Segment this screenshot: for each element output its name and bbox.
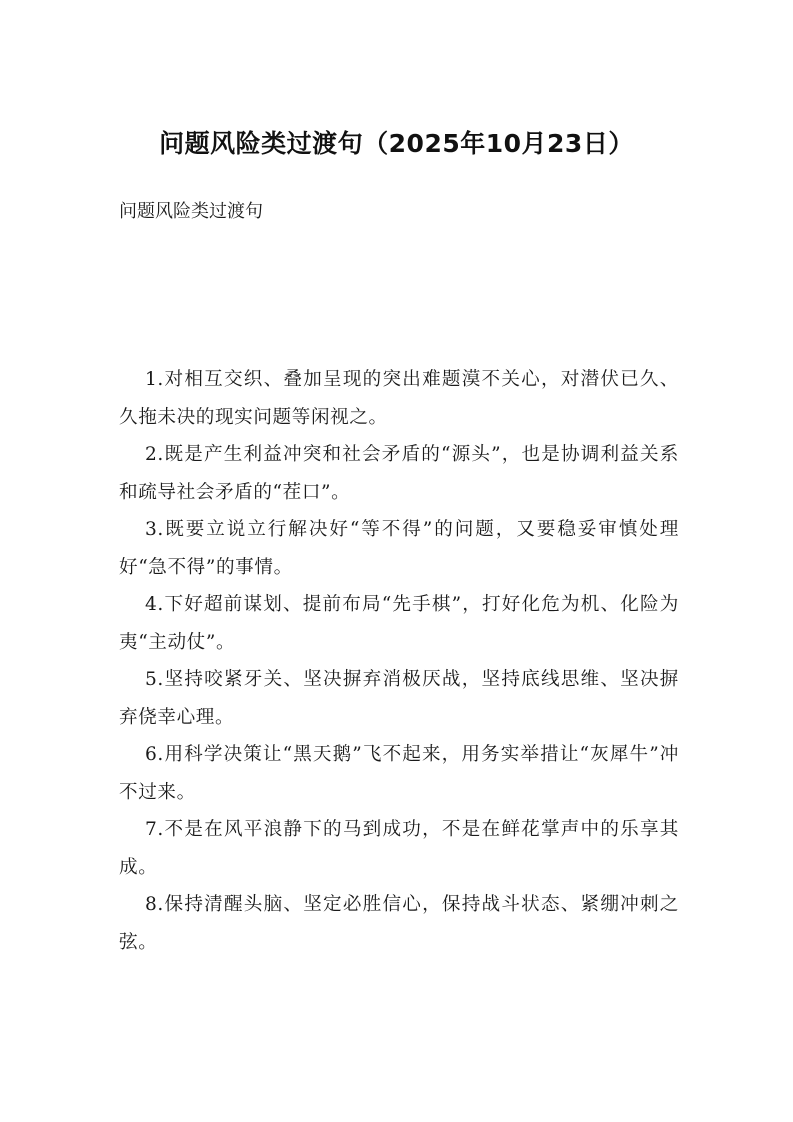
list-item: 3.既要立说立行解决好“等不得”的问题，又要稳妥审慎处理好“急不得”的事情。 bbox=[119, 519, 679, 578]
list-item: 1.对相互交织、叠加呈现的突出难题漠不关心，对潜伏已久、久拖未决的现实问题等闲视之。 bbox=[119, 369, 679, 428]
list-item: 2.既是产生利益冲突和社会矛盾的“源头”，也是协调利益关系和疏导社会矛盾的“茬口”。 bbox=[119, 444, 679, 503]
list-item: 7.不是在风平浪静下的马到成功，不是在鲜花掌声中的乐享其成。 bbox=[119, 819, 679, 878]
list-item: 8.保持清醒头脑、坚定必胜信心，保持战斗状态、紧绷冲刺之弦。 bbox=[119, 894, 679, 953]
list-item: 4.下好超前谋划、提前布局“先手棋”，打好化危为机、化险为夷“主动仗”。 bbox=[119, 594, 679, 653]
list-item: 5.坚持咬紧牙关、坚决摒弃消极厌战，坚持底线思维、坚决摒弃侥幸心理。 bbox=[119, 669, 679, 728]
document-title: 问题风险类过渡句（2025年10月23日） bbox=[159, 129, 634, 158]
list-item: 6.用科学决策让“黑天鹅”飞不起来，用务实举措让“灰犀牛”冲不过来。 bbox=[119, 744, 679, 803]
sentence-list bbox=[119, 361, 679, 961]
document-subtitle: 问题风险类过渡句 bbox=[119, 201, 263, 222]
